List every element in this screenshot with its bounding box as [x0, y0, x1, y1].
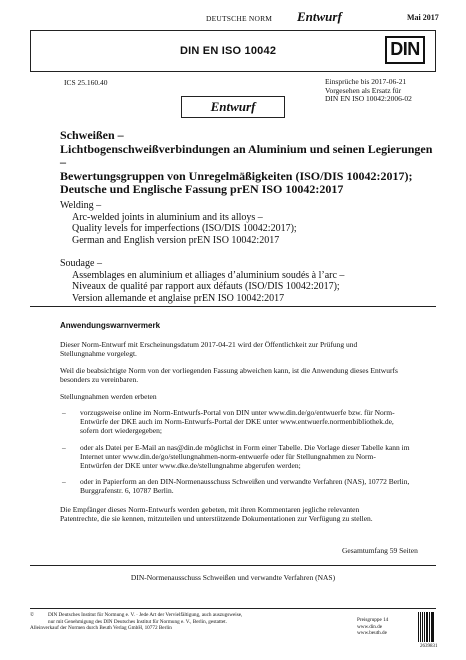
- committee-rule: [30, 565, 436, 566]
- paragraph-line: Entwürfe der DKE auch im Norm-Entwurfs-Portal der DKE unter www.entwuerfe.normenbibliothek.de,: [80, 417, 394, 426]
- title-line: Bewertungsgruppen von Unregelmäßigkeiten (ISO/DIS 10042:2017);: [60, 168, 413, 183]
- list-item: [60, 477, 440, 495]
- title-line: Version allemande et anglaise prEN ISO 10042:2017: [72, 292, 285, 304]
- footer-line: nur mit Genehmigung des DIN Deutsches Institut für Normung e. V., Berlin, gestattet.: [48, 618, 227, 625]
- paragraph-line: sofern dort wiedergegeben;: [80, 426, 162, 435]
- price-info: [357, 617, 388, 637]
- paragraph-line: oder als Datei per E-Mail an nas@din.de möglichst in Form einer Tabelle. Die Vorlage dieser Tabelle kann im: [80, 443, 410, 452]
- objection-deadline: Einsprüche bis 2017-06-21: [325, 77, 407, 86]
- paragraph-line: Internet unter www.din.de/go/stellungnahmen-norm-entwuerfe oder für Stellungnahmen zu Norm-: [80, 452, 376, 461]
- warning-heading: Anwendungswarnvermerk: [60, 321, 161, 330]
- paragraph-line: besonders zu vereinbaren.: [60, 375, 139, 384]
- title-line: Niveaux de qualité par rapport aux défauts (ISO/DIS 10042:2017);: [72, 281, 340, 293]
- paragraph-line: oder in Papierform an den DIN-Normenausschuss Schweißen und verwandte Verfahren (NAS), 10772 Berlin,: [80, 477, 410, 486]
- draft-label: Entwurf: [297, 9, 342, 24]
- norm-type-label: DEUTSCHE NORM: [206, 14, 273, 23]
- section-rule: [30, 306, 436, 307]
- barcode-icon: [418, 612, 434, 642]
- title-english: [60, 200, 440, 246]
- committee-name: DIN-Normenausschuss Schweißen und verwandte Verfahren (NAS): [130, 573, 336, 582]
- objection-info: [325, 78, 412, 104]
- warning-paragraph: [60, 366, 440, 384]
- beuth-website: www.beuth.de: [357, 630, 387, 637]
- title-line: Arc-welded joints in aluminium and its alloys –: [72, 211, 263, 223]
- warning-paragraph: [60, 340, 440, 358]
- footer-line: Alleinverkauf der Normen durch Beuth Verlag GmbH, 10772 Berlin: [30, 625, 172, 632]
- paragraph-line: Patentrechte, die sie kennen, mitzuteilen und unterstützende Dokumentationen zur Verfügung zu stellen.: [60, 514, 373, 523]
- din-logo-text: DIN: [390, 39, 420, 59]
- paragraph-line: Stellungnahme vorgelegt.: [60, 349, 137, 358]
- list-item: [60, 443, 440, 470]
- paragraph-line: Dieser Norm-Entwurf mit Erscheinungsdatum 2017-04-21 wird der Öffentlichkeit zur Prüfung und: [60, 340, 358, 349]
- title-french: [60, 258, 440, 304]
- comments-intro: Stellungnahmen werden erbeten: [60, 392, 157, 401]
- title-line: Deutsche und Englische Fassung prEN ISO 10042:2017: [60, 182, 344, 197]
- list-item: [60, 408, 440, 435]
- document-number: 2639831: [420, 644, 438, 649]
- replaced-standard: DIN EN ISO 10042:2006-02: [325, 94, 412, 103]
- standard-number: DIN EN ISO 10042: [180, 45, 277, 57]
- copyright-notice: [30, 612, 330, 632]
- title-line: Assemblages en aluminium et alliages d’aluminium soudés à l’arc –: [72, 269, 345, 281]
- paragraph-line: Weil die beabsichtigte Norm von der vorliegenden Fassung abweichen kann, ist die Anwendung dieses Entwurfs: [60, 366, 398, 375]
- title-german: [60, 129, 440, 197]
- replacement-note: Vorgesehen als Ersatz für: [325, 85, 402, 95]
- bullet-dash: –: [62, 443, 66, 452]
- title-line: Lichtbogenschweißverbindungen an Aluminium und seinen Legierungen –: [60, 141, 433, 170]
- footer-line: DIN Deutsches Institut für Normung e. V. · Jede Art der Vervielfältigung, auch auszugsweise,: [48, 612, 243, 618]
- copyright-icon: ©: [30, 612, 34, 618]
- bullet-dash: –: [62, 408, 66, 417]
- issue-date: Mai 2017: [407, 13, 439, 22]
- price-group: Preisgruppe 14: [357, 617, 389, 623]
- patent-paragraph: [60, 505, 440, 523]
- title-line: Quality levels for imperfections (ISO/DIS 10042:2017);: [72, 223, 297, 235]
- din-website: www.din.de: [357, 623, 383, 630]
- draft-box: Entwurf: [181, 96, 285, 118]
- paragraph-line: Die Empfänger dieses Norm-Entwurfs werden gebeten, mit ihren Kommentaren jegliche relevanten: [60, 505, 360, 514]
- din-logo: [385, 36, 425, 64]
- paragraph-line: Burggrafenstr. 6, 10787 Berlin.: [80, 486, 174, 495]
- footer-rule: [30, 608, 436, 609]
- title-line: German and English version prEN ISO 10042:2017: [72, 234, 280, 246]
- paragraph-line: vorzugsweise online im Norm-Entwurfs-Portal von DIN unter www.din.de/go/entwuerfe bzw. für Norm-: [80, 408, 395, 417]
- paragraph-line: Entwürfen der DKE unter www.dke.de/stellungnahme abgerufen werden;: [80, 461, 301, 470]
- title-line: Welding –: [60, 200, 102, 211]
- total-pages: Gesamtumfang 59 Seiten: [342, 546, 418, 555]
- bullet-dash: –: [62, 477, 66, 486]
- ics-code: ICS 25.160.40: [64, 78, 108, 87]
- title-line: Soudage –: [60, 258, 102, 269]
- title-line: Schweißen –: [60, 128, 124, 142]
